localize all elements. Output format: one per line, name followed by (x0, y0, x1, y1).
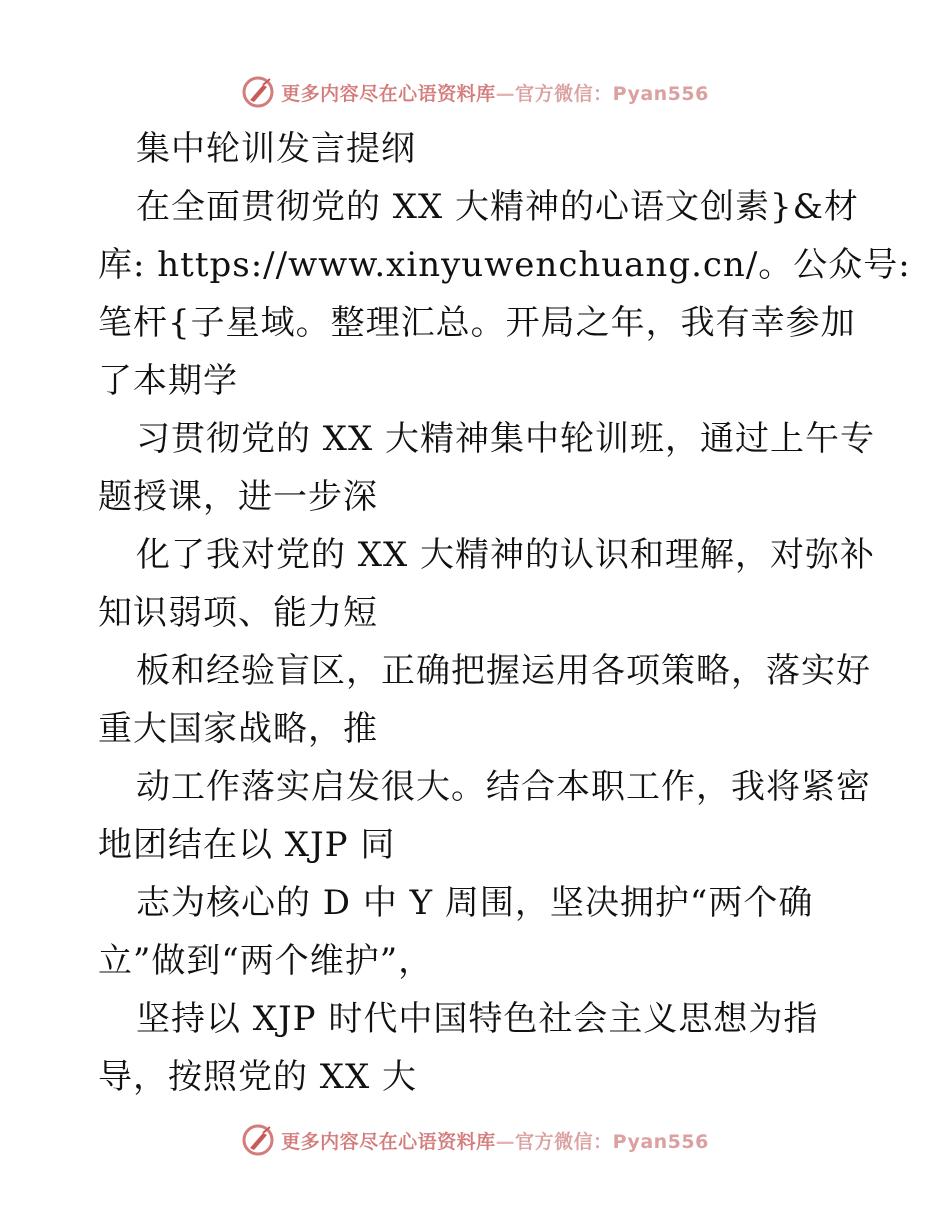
watermark-text: 更多内容尽在心语资料库—官方微信：Pyan556 (281, 82, 709, 105)
paragraph-line: 板和经验盲区，正确把握运用各项策略，落实好 (136, 651, 871, 691)
document-body (98, 120, 911, 1106)
paragraph-line: 题授课，进一步深 (98, 477, 378, 517)
paragraph-line: 志为核心的 D 中 Y 周围，坚决拥护“两个确 (136, 883, 814, 923)
paragraph-line: 立”做到“两个维护”， (98, 941, 434, 981)
quill-pen-logo-icon (241, 1123, 275, 1157)
paragraph-line: 坚持以 XJP 时代中国特色社会主义思想为指 (136, 999, 819, 1039)
paragraph-line: 重大国家战略，推 (98, 709, 378, 749)
paragraph-line: 动工作落实启发很大。结合本职工作，我将紧密 (136, 767, 871, 807)
paragraph-line: 知识弱项、能力短 (98, 593, 378, 633)
paragraph-line: 习贯彻党的 XX 大精神集中轮训班，通过上午专 (136, 419, 876, 459)
paragraph-line: 了本期学 (98, 361, 238, 401)
paragraph-line: 化了我对党的 XX 大精神的认识和理解，对弥补 (136, 535, 876, 575)
paragraph-line: 在全面贯彻党的 XX 大精神的心语文创素}&材 (136, 187, 859, 227)
paragraph-line: 导，按照党的 XX 大 (98, 1057, 418, 1097)
document-title: 集中轮训发言提纲 (136, 129, 416, 169)
paragraph-line: 笔杆{子星域。整理汇总。开局之年，我有幸参加 (98, 303, 856, 343)
watermark-text: 更多内容尽在心语资料库—官方微信：Pyan556 (281, 1130, 709, 1153)
paragraph-line: 地团结在以 XJP 同 (98, 825, 396, 865)
quill-pen-logo-icon (241, 75, 275, 109)
header-watermark (0, 70, 950, 114)
paragraph-line: 库: https://www.xinyuwenchuang.cn/。公众号: (98, 245, 911, 285)
footer-watermark (0, 1118, 950, 1162)
